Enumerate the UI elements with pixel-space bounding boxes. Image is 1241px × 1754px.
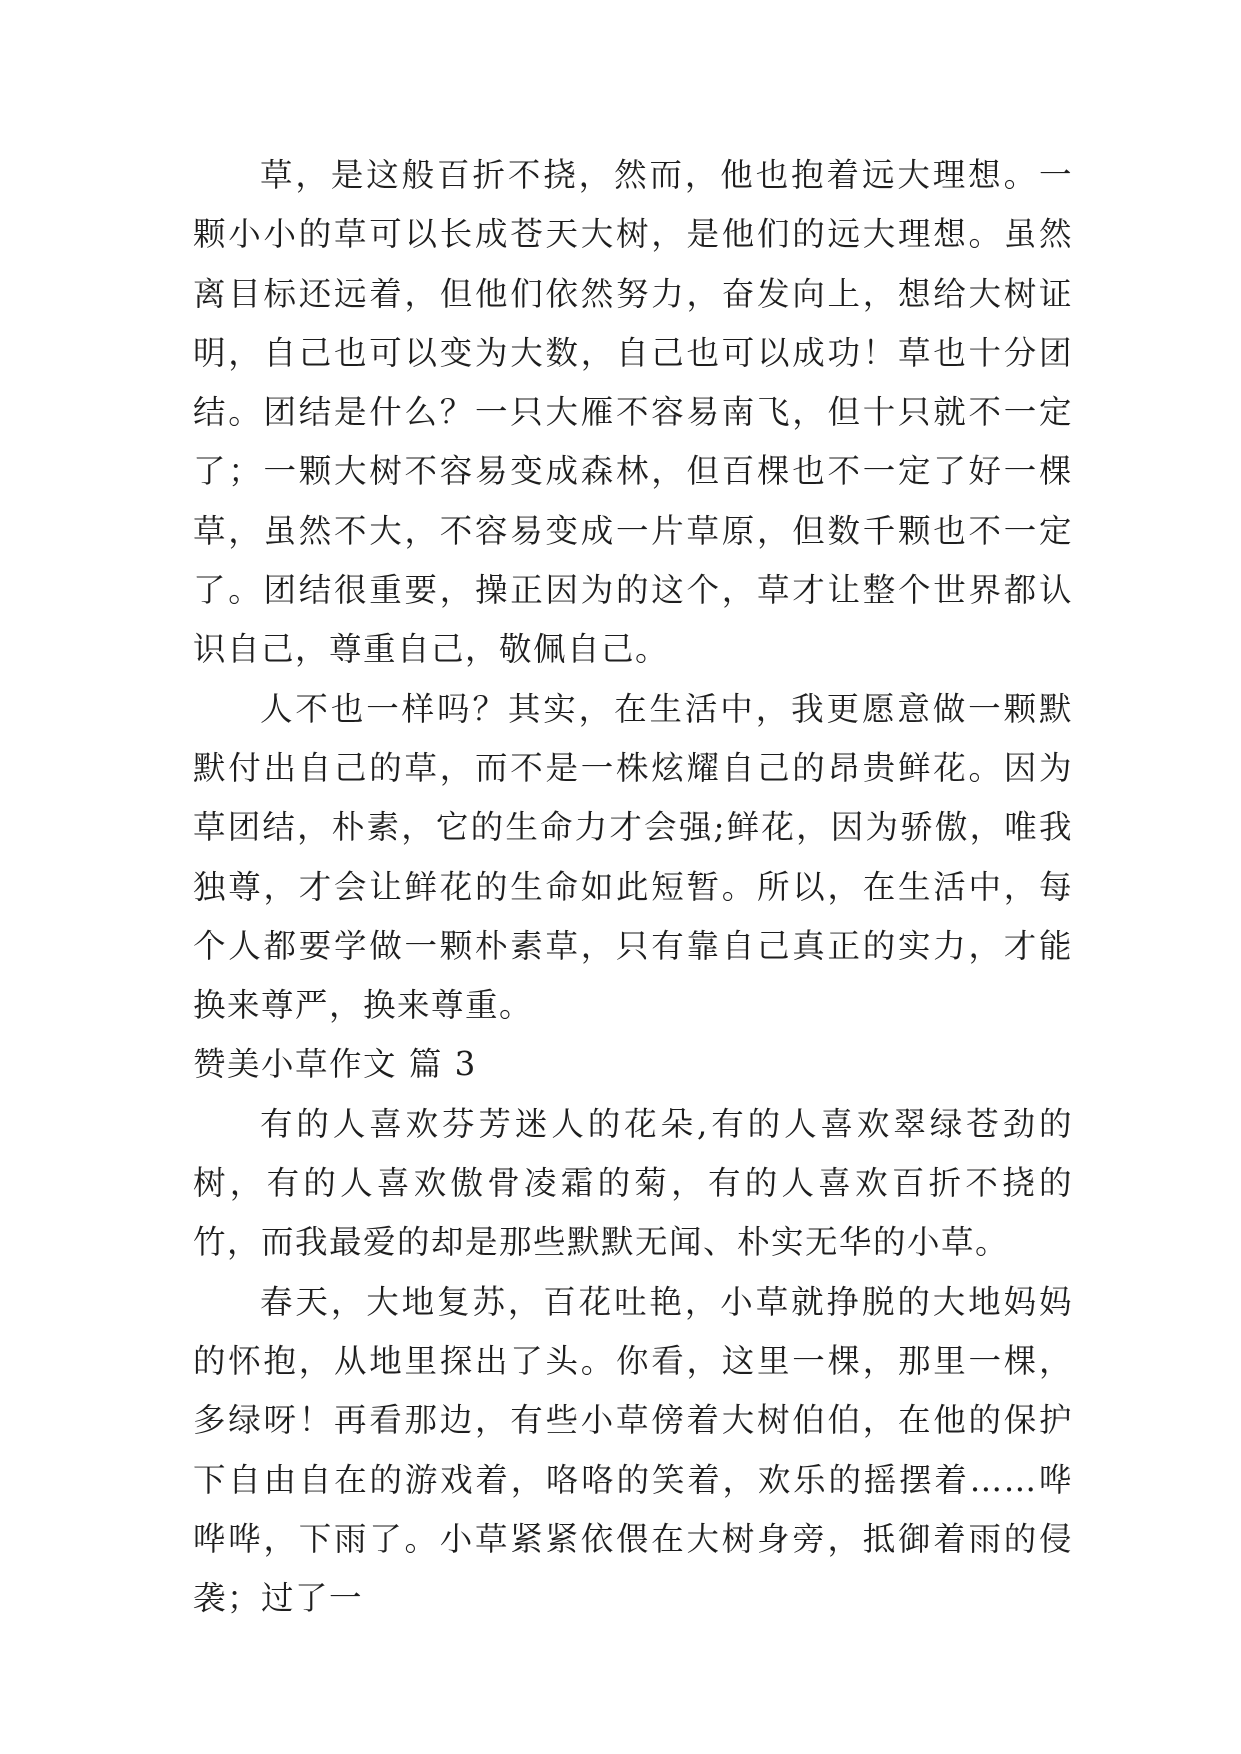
paragraph: 草，是这般百折不挠，然而，他也抱着远大理想。一颗小小的草可以长成苍天大树，是他们的远大理想。虽然离目标还远着，但他们依然努力，奋发向上，想给大树证明，自己也可以变为大数，自己也可以成功！草也十分团结。团结是什么？一只大雁不容易南飞，但十只就不一定了；一颗大树不容易变成森林，但百棵也不一定了好一棵草，虽然不大，不容易变成一片草原，但数千颗也不一定了。团结很重要，操正因为的这个，草才让整个世界都认识自己，尊重自己，敬佩自己。 [193, 156, 1073, 669]
paragraph: 有的人喜欢芬芳迷人的花朵,有的人喜欢翠绿苍劲的树，有的人喜欢傲骨凌霜的菊，有的人喜欢百折不挠的竹，而我最爱的却是那些默默无闻、朴实无华的小草。 [193, 1104, 1073, 1262]
paragraph: 人不也一样吗？其实，在生活中，我更愿意做一颗默默付出自己的草，而不是一株炫耀自己的昂贵鲜花。因为草团结，朴素，它的生命力才会强;鲜花，因为骄傲，唯我独尊，才会让鲜花的生命如此短暂。所以，在生活中，每个人都要学做一颗朴素草，只有靠自己真正的实力，才能换来尊严，换来尊重。 [193, 689, 1073, 1025]
section-heading: 赞美小草作文 篇 3 [193, 1045, 477, 1084]
paragraph: 春天，大地复苏，百花吐艳，小草就挣脱的大地妈妈的怀抱，从地里探出了头。你看，这里一棵，那里一棵，多绿呀！再看那边，有些小草傍着大树伯伯，在他的保护下自由自在的游戏着，咯咯的笑着，欢乐的摇摆着……哗哗哗，下雨了。小草紧紧依偎在大树身旁，抵御着雨的侵袭；过了一 [193, 1282, 1073, 1618]
document-body [193, 146, 1073, 1628]
